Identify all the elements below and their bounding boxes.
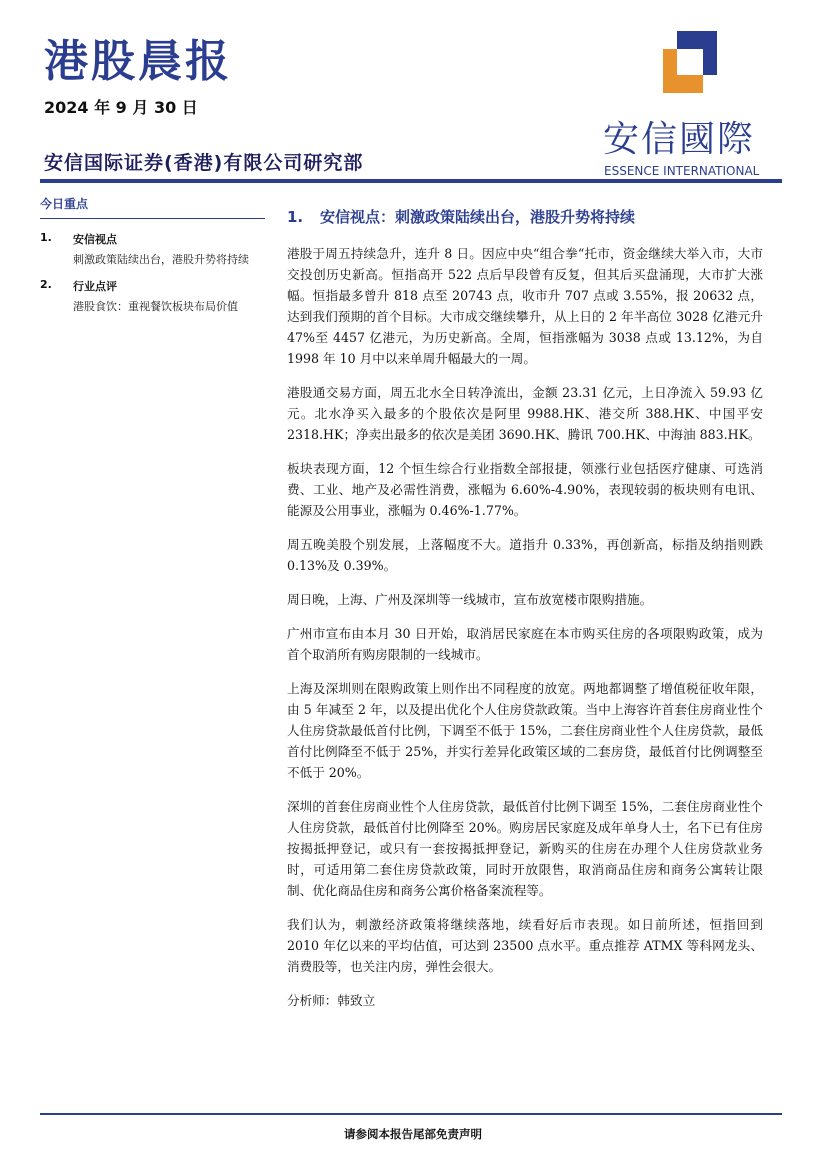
logo-english-name: ESSENCE INTERNATIONAL: [604, 164, 760, 178]
sidebar-heading: 今日重点: [40, 195, 265, 219]
paragraph: 港股于周五持续急升，连升 8 日。因应中央“组合拳“托市，资金继续大举入市，大市交投创历史新高。恒指高开 522 点后早段曾有反复，但其后买盘涌现，大市扩大涨幅。恒指最多曾升 818 点至 20743 点，收市升 707 点或 3.55%，报 20632 点，达到我们预期的首个目标。大市成交继续攀升，从上日的 2 年半高位 3028 亿港元升 47%至 4457 亿港元，为历史新高。全周，恒指涨幅为 3038 点或 13.12%，为自 1998 年 10 月中以来单周升幅最大的一周。: [287, 246, 763, 366]
logo-mark-icon: [663, 31, 717, 93]
section-title-text: 安信视点：刺激政策陆续出台，港股升势将持续: [320, 208, 636, 226]
paragraph: 上海及深圳则在限购政策上则作出不同程度的放宽。两地都调整了增值税征收年限，由 5 年减至 2 年，以及提出优化个人住房贷款政策。当中上海容许首套住房商业性个人住房贷款最低首付比例，下调至不低于 15%，二套住房商业性个人住房贷款，最低首付比例降至不低于 25%，并实行差异化政策区域的二套房贷，最低首付比例调整至不低于 20%。: [287, 681, 763, 780]
report-date: 2024 年 9 月 30 日: [44, 98, 198, 117]
footer-divider: [40, 1113, 782, 1115]
analyst-name: 分析师：韩致立: [287, 993, 376, 1008]
department-name: 安信国际证券(香港)有限公司研究部: [44, 152, 364, 174]
report-title: 港股晨报: [44, 36, 232, 87]
main-content: [287, 206, 763, 1011]
toc-item-description: 港股食饮：重视餐饮板块布局价值: [73, 300, 238, 313]
toc-item-description: 刺激政策陆续出台，港股升势将持续: [73, 253, 249, 266]
toc-item[interactable]: [40, 278, 265, 315]
paragraph: 深圳的首套住房商业性个人住房贷款，最低首付比例下调至 15%，二套住房商业性个人住房贷款，最低首付比例降至 20%。购房居民家庭及成年单身人士，名下已有住房按揭抵押登记，或只有一套按揭抵押登记，新购买的住房在办理个人住房贷款业务时，可适用第二套住房贷款政策，同时开放限售，取消商品住房和商务公寓转让限制、优化商品住房和商务公寓价格备案流程等。: [287, 799, 763, 898]
sidebar-highlights: [40, 195, 265, 325]
toc-item[interactable]: [40, 231, 265, 268]
footer-disclaimer: 请参阅本报告尾部免责声明: [344, 1127, 482, 1141]
logo-chinese-name: 安信國際: [603, 119, 756, 160]
section-number: 1.: [287, 208, 304, 226]
paragraph: 板块表现方面，12 个恒生综合行业指数全部报捷，领涨行业包括医疗健康、可选消费、工业、地产及必需性消费，涨幅为 6.60%-4.90%，表现较弱的板块则有电讯、能源及公用事业，涨幅为 0.46%-1.77%。: [287, 461, 763, 518]
company-logo: [601, 28, 781, 178]
paragraph: 广州市宣布由本月 30 日开始，取消居民家庭在本市购买住房的各项限购政策，成为首个取消所有购房限制的一线城市。: [287, 626, 763, 662]
toc-item-number: 1.: [40, 231, 52, 244]
toc-item-title: 行业点评: [73, 280, 117, 293]
paragraph: 港股通交易方面，周五北水全日转净流出，金额 23.31 亿元，上日净流入 59.93 亿元。北水净买入最多的个股依次是阿里 9988.HK、港交所 388.HK、中国平安 2318.HK；净卖出最多的依次是美团 3690.HK、腾讯 700.HK、中海油 883.HK。: [287, 385, 763, 442]
toc-item-number: 2.: [40, 278, 52, 291]
section-title: [287, 206, 763, 227]
paragraph: 周日晚，上海、广州及深圳等一线城市，宣布放宽楼市限购措施。: [287, 592, 653, 607]
header-divider: [40, 179, 782, 183]
toc-item-title: 安信视点: [73, 233, 117, 246]
paragraph: 周五晚美股个别发展，上落幅度不大。道指升 0.33%，再创新高，标指及纳指则跌 0.13%及 0.39%。: [287, 537, 763, 573]
paragraph: 我们认为，刺激经济政策将继续落地，续看好后市表现。如日前所述，恒指回到 2010 年亿以来的平均估值，可达到 23500 点水平。重点推荐 ATMX 等科网龙头、消费股等，也关注内房，弹性会很大。: [287, 917, 763, 974]
